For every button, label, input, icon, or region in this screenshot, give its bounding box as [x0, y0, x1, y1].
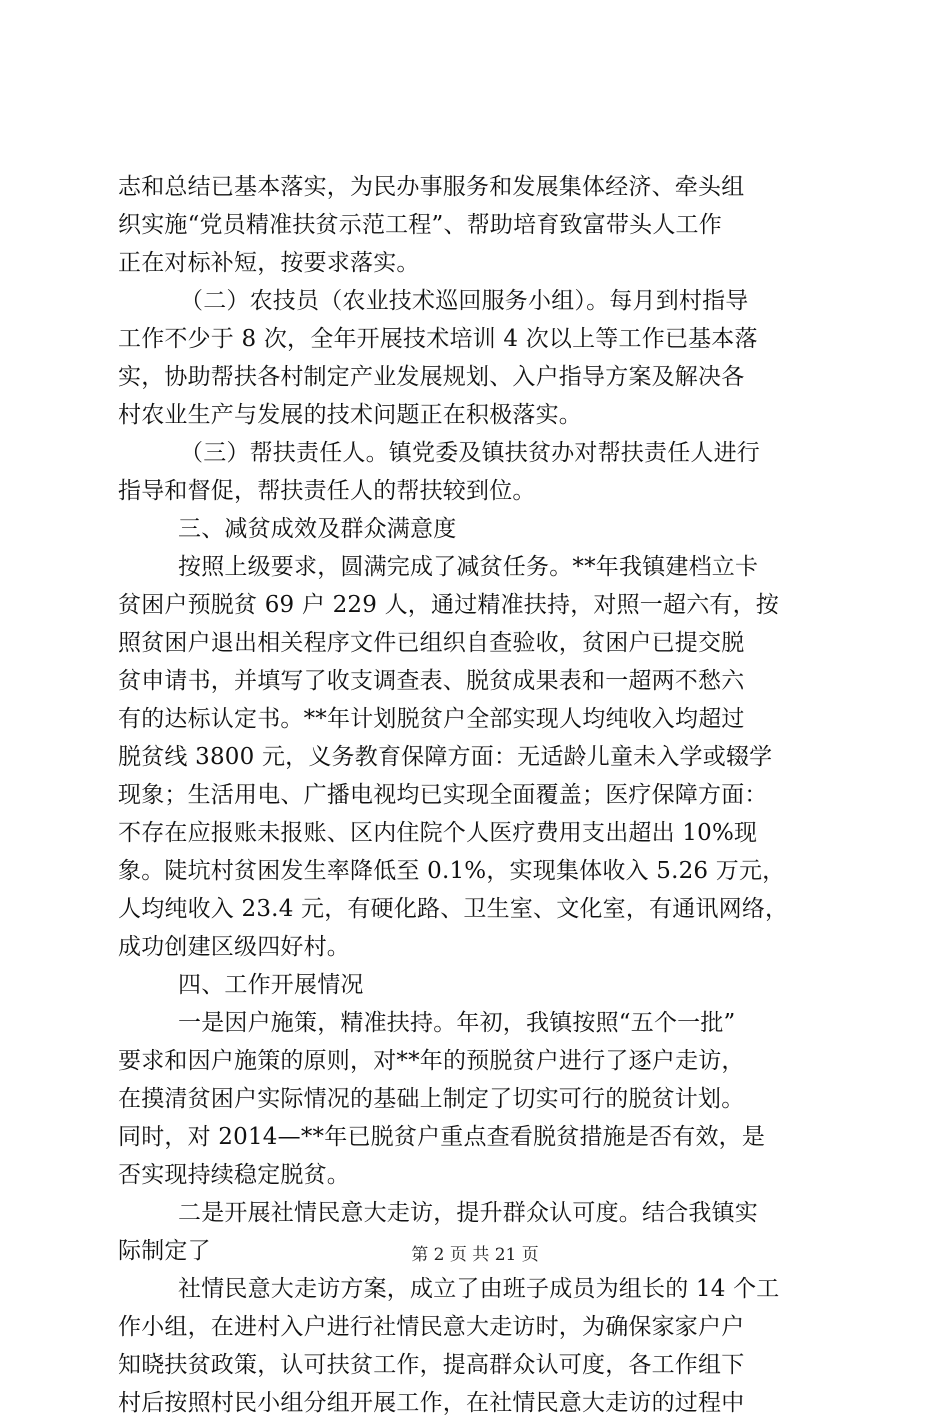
text-line: 二是开展社情民意大走访，提升群众认可度。结合我镇实: [178, 1200, 758, 1226]
text-line: 象。陡坑村贫困发生率降低至 0.1%，实现集体收入 5.26 万元，: [118, 858, 786, 884]
text-line: 贫困户预脱贫 69 户 229 人，通过精准扶持，对照一超六有，按: [118, 592, 780, 618]
text-line: 人均纯收入 23.4 元，有硬化路、卫生室、文化室，有通讯网络，: [118, 896, 789, 922]
text-line: 志和总结已基本落实，为民办事服务和发展集体经济、牵头组: [118, 174, 745, 200]
text-line: 作小组，在进村入户进行社情民意大走访时，为确保家家户户: [118, 1314, 745, 1340]
text-line: 工作不少于 8 次，全年开展技术培训 4 次以上等工作已基本落: [118, 326, 758, 352]
text-line: 一是因户施策，精准扶持。年初，我镇按照“五个一批”: [178, 1010, 736, 1036]
text-line: 不存在应报账未报账、区内住院个人医疗费用支出超出 10%现: [118, 820, 758, 846]
text-line: 织实施“党员精准扶贫示范工程”、帮助培育致富带头人工作: [118, 212, 722, 238]
text-line: 贫申请书，并填写了收支调查表、脱贫成果表和一超两不愁六: [118, 668, 745, 694]
section-heading: 三、减贫成效及群众满意度: [178, 516, 457, 542]
text-line: 按照上级要求，圆满完成了减贫任务。**年我镇建档立卡: [178, 554, 759, 580]
text-line: 知晓扶贫政策，认可扶贫工作，提高群众认可度，各工作组下: [118, 1352, 745, 1378]
text-line: 否实现持续稳定脱贫。: [118, 1162, 350, 1188]
text-line: 脱贫线 3800 元，义务教育保障方面：无适龄儿童未入学或辍学: [118, 744, 773, 770]
text-line: 要求和因户施策的原则，对**年的预脱贫户进行了逐户走访，: [118, 1048, 745, 1074]
text-line: 在摸清贫困户实际情况的基础上制定了切实可行的脱贫计划。: [118, 1086, 745, 1112]
text-line: 正在对标补短，按要求落实。: [118, 250, 420, 276]
section-heading: 四、工作开展情况: [178, 972, 364, 998]
text-line: 同时，对 2014—**年已脱贫户重点查看脱贫措施是否有效，是: [118, 1124, 766, 1150]
document-body: [118, 168, 836, 1422]
text-line: 实，协助帮扶各村制定产业发展规划、入户指导方案及解决各: [118, 364, 745, 390]
page-footer: 第 2 页 共 21 页: [411, 1245, 539, 1265]
text-line: （二）农技员（农业技术巡回服务小组）。每月到村指导: [180, 288, 749, 314]
text-line: 村农业生产与发展的技术问题正在积极落实。: [118, 402, 582, 428]
text-line: 照贫困户退出相关程序文件已组织自查验收，贫困户已提交脱: [118, 630, 745, 656]
text-line: 有的达标认定书。**年计划脱贫户全部实现人均纯收入均超过: [118, 706, 745, 732]
text-line: 现象；生活用电、广播电视均已实现全面覆盖；医疗保障方面：: [118, 782, 768, 808]
text-line: 社情民意大走访方案，成立了由班子成员为组长的 14 个工: [178, 1276, 780, 1302]
text-line: 村后按照村民小组分组开展工作，在社情民意大走访的过程中: [118, 1390, 745, 1416]
text-line: 成功创建区级四好村。: [118, 934, 350, 960]
text-line: 际制定了: [118, 1238, 211, 1264]
text-line: （三）帮扶责任人。镇党委及镇扶贫办对帮扶责任人进行: [180, 440, 760, 466]
text-line: 指导和督促，帮扶责任人的帮扶较到位。: [118, 478, 536, 504]
